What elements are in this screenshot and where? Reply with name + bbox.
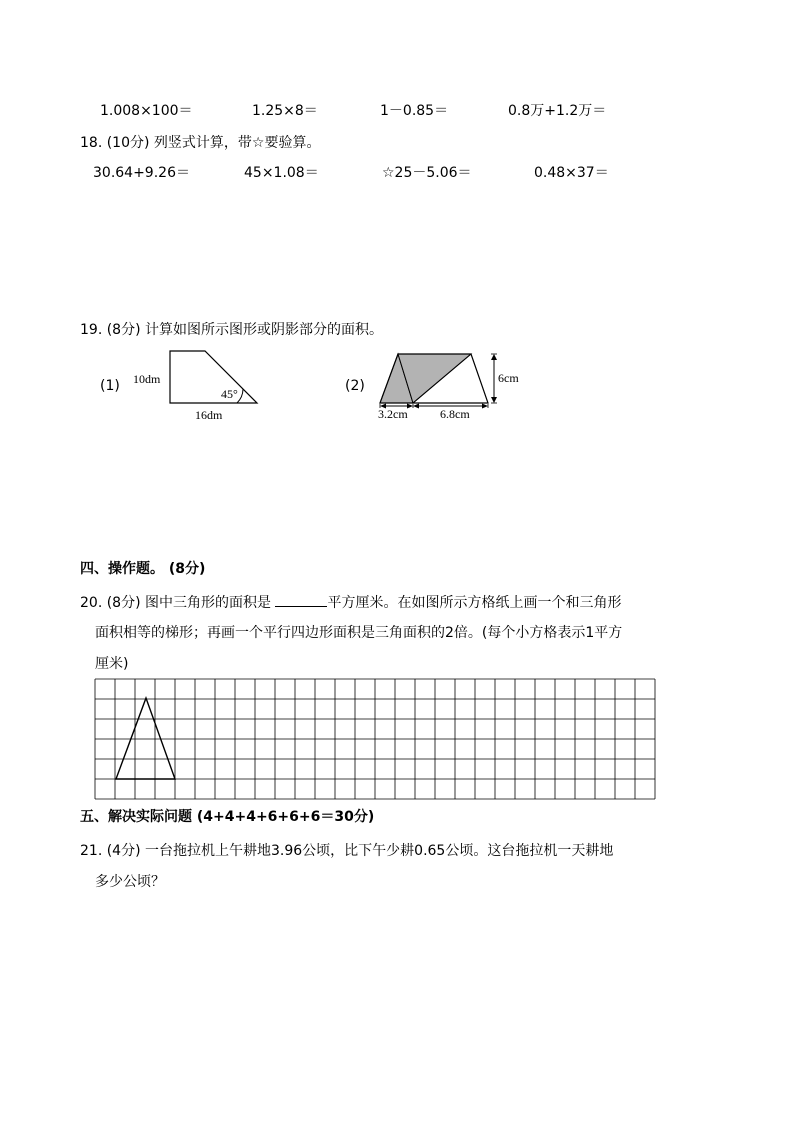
trapezoid-figure xyxy=(125,340,275,430)
q18-item-1: 30.64+9.26＝ xyxy=(93,165,190,181)
grid-triangle xyxy=(116,698,175,779)
trapezoid-shape xyxy=(170,351,257,403)
shaded-height-label: 6cm xyxy=(498,371,519,385)
q17-item-4: 0.8万+1.2万＝ xyxy=(508,103,607,119)
trapezoid-angle-label: 45° xyxy=(221,387,238,401)
section5-title: 五、解决实际问题 (4+4+4+6+6+6＝30分) xyxy=(80,809,375,825)
trapezoid-height-label: 10dm xyxy=(133,372,161,386)
q21-line1: 21. (4分) 一台拖拉机上午耕地3.96公顷，比下午少耕0.65公顷。这台拖拉机一天耕地 xyxy=(80,843,614,859)
q19-fig2-label: (2) xyxy=(345,378,365,394)
trapezoid-base-label: 16dm xyxy=(195,408,223,422)
q18-item-3: ☆25－5.06＝ xyxy=(382,165,472,181)
square-grid-paper[interactable] xyxy=(94,678,657,800)
q17-item-3: 1－0.85＝ xyxy=(380,103,449,119)
q18-item-2: 45×1.08＝ xyxy=(244,165,319,181)
shaded-left-label: 3.2cm xyxy=(378,407,408,421)
q20-line1-end: 平方厘米。在如图所示方格纸上画一个和三角形 xyxy=(327,595,622,611)
q20-line3: 厘米) xyxy=(95,656,129,672)
q20-line1 xyxy=(80,592,621,612)
q20-line2: 面积相等的梯形；再画一个平行四边形面积是三角面积的2倍。(每个小方格表示1平方 xyxy=(95,625,623,641)
q17-item-2: 1.25×8＝ xyxy=(252,103,318,119)
answer-blank[interactable] xyxy=(275,592,327,607)
q18-item-4: 0.48×37＝ xyxy=(534,165,609,181)
q19-title: 19. (8分) 计算如图所示图形或阴影部分的面积。 xyxy=(80,322,383,338)
shaded-right-label: 6.8cm xyxy=(440,407,470,421)
shaded-triangles-figure xyxy=(372,346,532,422)
angle-arc xyxy=(237,389,243,403)
q18-title: 18. (10分) 列竖式计算，带☆要验算。 xyxy=(80,135,321,151)
q20-line1-start: 20. (8分) 图中三角形的面积是 xyxy=(80,595,276,611)
q17-item-1: 1.008×100＝ xyxy=(100,103,193,119)
q19-fig1-label: (1) xyxy=(100,378,120,394)
q21-line2: 多少公顷？ xyxy=(95,874,165,890)
section4-title: 四、操作题。 (8分) xyxy=(80,561,206,577)
